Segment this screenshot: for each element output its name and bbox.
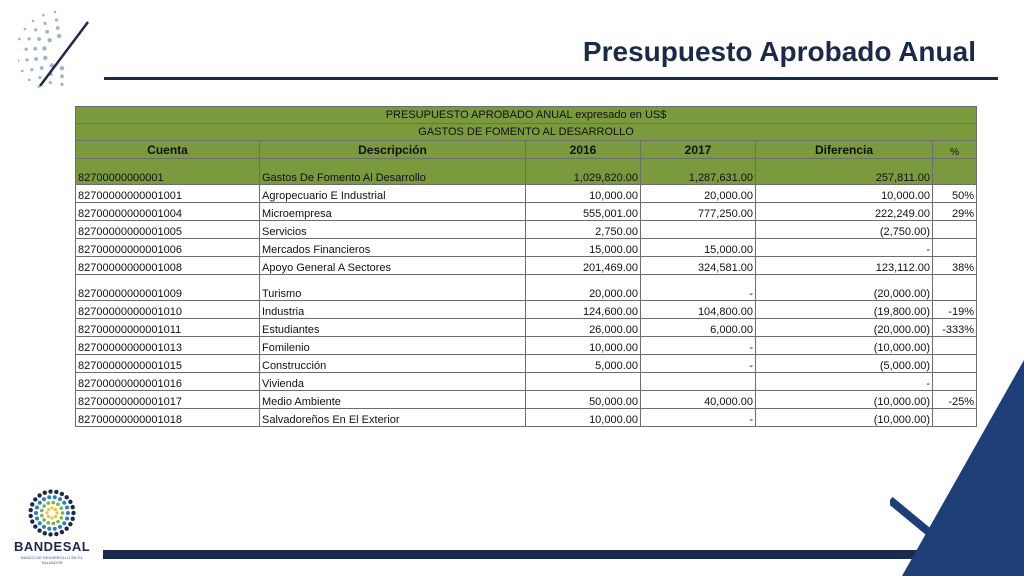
cell-y2017: 1,287,631.00 xyxy=(641,159,756,185)
cell-descripcion: Turismo xyxy=(260,275,526,301)
cell-descripcion: Vivienda xyxy=(260,373,526,391)
table-row xyxy=(76,239,977,257)
cell-diferencia: - xyxy=(756,373,933,391)
cell-y2016: 15,000.00 xyxy=(526,239,641,257)
sunburst-emblem-icon xyxy=(28,488,76,538)
cell-cuenta: 82700000000001005 xyxy=(76,221,260,239)
slide-title: Presupuesto Aprobado Anual xyxy=(582,36,976,67)
cell-pct: 29% xyxy=(933,203,977,221)
table-total-row xyxy=(76,159,977,185)
table-row xyxy=(76,221,977,239)
cell-pct: -19% xyxy=(933,301,977,319)
col-header-2017: 2017 xyxy=(641,141,756,159)
cell-y2016: 5,000.00 xyxy=(526,355,641,373)
cell-cuenta: 82700000000001001 xyxy=(76,185,260,203)
table-row xyxy=(76,409,977,427)
cell-descripcion: Microempresa xyxy=(260,203,526,221)
cell-y2017: 777,250.00 xyxy=(641,203,756,221)
cell-y2017: 40,000.00 xyxy=(641,391,756,409)
table-row xyxy=(76,391,977,409)
brand-name: BANDESAL xyxy=(14,539,91,554)
cell-diferencia: 123,112.00 xyxy=(756,257,933,275)
cell-descripcion: Gastos De Fomento Al Desarrollo xyxy=(260,159,526,185)
table-header-line1: PRESUPUESTO APROBADO ANUAL expresado en US$ xyxy=(76,107,977,124)
col-header-diferencia: Diferencia xyxy=(756,141,933,159)
cell-diferencia: (19,800.00) xyxy=(756,301,933,319)
cell-y2017: 6,000.00 xyxy=(641,319,756,337)
cell-y2016: 10,000.00 xyxy=(526,409,641,427)
cell-y2017: 15,000.00 xyxy=(641,239,756,257)
column-header-row xyxy=(76,141,977,159)
cell-descripcion: Servicios xyxy=(260,221,526,239)
cell-cuenta: 82700000000001 xyxy=(76,159,260,185)
bottom-bar xyxy=(103,550,993,559)
cell-y2016: 10,000.00 xyxy=(526,337,641,355)
cell-pct xyxy=(933,275,977,301)
cell-pct: -333% xyxy=(933,319,977,337)
cell-diferencia: (10,000.00) xyxy=(756,337,933,355)
cell-diferencia: 222,249.00 xyxy=(756,203,933,221)
table-header-line2: GASTOS DE FOMENTO AL DESARROLLO xyxy=(76,124,977,141)
table-row xyxy=(76,185,977,203)
cell-descripcion: Construcción xyxy=(260,355,526,373)
cell-diferencia: (5,000.00) xyxy=(756,355,933,373)
cell-diferencia: (10,000.00) xyxy=(756,391,933,409)
cell-y2016: 26,000.00 xyxy=(526,319,641,337)
cell-y2016: 124,600.00 xyxy=(526,301,641,319)
cell-cuenta: 82700000000001008 xyxy=(76,257,260,275)
table-header-band xyxy=(76,124,977,141)
cell-cuenta: 82700000000001016 xyxy=(76,373,260,391)
cell-y2017: 104,800.00 xyxy=(641,301,756,319)
cell-y2016: 2,750.00 xyxy=(526,221,641,239)
col-header-2016: 2016 xyxy=(526,141,641,159)
cell-diferencia: 257,811.00 xyxy=(756,159,933,185)
cell-cuenta: 82700000000001018 xyxy=(76,409,260,427)
cell-cuenta: 82700000000001004 xyxy=(76,203,260,221)
cell-descripcion: Fomilenio xyxy=(260,337,526,355)
cell-y2016: 201,469.00 xyxy=(526,257,641,275)
cell-cuenta: 82700000000001015 xyxy=(76,355,260,373)
cell-y2017: - xyxy=(641,275,756,301)
cell-y2016: 20,000.00 xyxy=(526,275,641,301)
table-row xyxy=(76,203,977,221)
budget-table xyxy=(75,106,977,427)
table-row xyxy=(76,337,977,355)
cell-pct: 50% xyxy=(933,185,977,203)
cell-y2017 xyxy=(641,221,756,239)
cell-y2016: 50,000.00 xyxy=(526,391,641,409)
cell-descripcion: Mercados Financieros xyxy=(260,239,526,257)
table-row xyxy=(76,275,977,301)
cell-descripcion: Salvadoreños En El Exterior xyxy=(260,409,526,427)
cell-cuenta: 82700000000001017 xyxy=(76,391,260,409)
cell-y2017: - xyxy=(641,337,756,355)
table-header-band xyxy=(76,107,977,124)
cell-y2017: 324,581.00 xyxy=(641,257,756,275)
dotted-logo-icon xyxy=(18,8,96,88)
col-header-descripcion: Descripción xyxy=(260,141,526,159)
table-row xyxy=(76,257,977,275)
cell-pct xyxy=(933,221,977,239)
brand-tagline: BANCO DE DESARROLLO DE EL SALVADOR xyxy=(20,555,84,565)
cell-pct xyxy=(933,337,977,355)
cell-descripcion: Estudiantes xyxy=(260,319,526,337)
cell-diferencia: (10,000.00) xyxy=(756,409,933,427)
bandesal-logo xyxy=(14,488,90,568)
table-row xyxy=(76,373,977,391)
cell-y2017: 20,000.00 xyxy=(641,185,756,203)
table-row xyxy=(76,319,977,337)
cell-diferencia: (20,000.00) xyxy=(756,275,933,301)
cell-y2017: - xyxy=(641,409,756,427)
col-header-pct: % xyxy=(933,141,977,159)
cell-descripcion: Apoyo General A Sectores xyxy=(260,257,526,275)
cell-cuenta: 82700000000001006 xyxy=(76,239,260,257)
cell-y2017 xyxy=(641,373,756,391)
title-underline xyxy=(104,77,998,80)
cell-diferencia: (20,000.00) xyxy=(756,319,933,337)
cell-y2017: - xyxy=(641,355,756,373)
cell-cuenta: 82700000000001009 xyxy=(76,275,260,301)
cell-descripcion: Industria xyxy=(260,301,526,319)
cell-pct: -25% xyxy=(933,391,977,409)
cell-descripcion: Agropecuario E Industrial xyxy=(260,185,526,203)
table-row xyxy=(76,355,977,373)
cell-cuenta: 82700000000001013 xyxy=(76,337,260,355)
table-row xyxy=(76,301,977,319)
cell-y2016: 1,029,820.00 xyxy=(526,159,641,185)
corner-decoration xyxy=(890,360,1024,576)
cell-y2016 xyxy=(526,373,641,391)
cell-cuenta: 82700000000001010 xyxy=(76,301,260,319)
cell-pct: 38% xyxy=(933,257,977,275)
cell-y2016: 10,000.00 xyxy=(526,185,641,203)
cell-diferencia: (2,750.00) xyxy=(756,221,933,239)
cell-diferencia: - xyxy=(756,239,933,257)
cell-diferencia: 10,000.00 xyxy=(756,185,933,203)
cell-y2016: 555,001.00 xyxy=(526,203,641,221)
cell-pct xyxy=(933,159,977,185)
cell-pct xyxy=(933,239,977,257)
cell-cuenta: 82700000000001011 xyxy=(76,319,260,337)
cell-descripcion: Medio Ambiente xyxy=(260,391,526,409)
col-header-cuenta: Cuenta xyxy=(76,141,260,159)
